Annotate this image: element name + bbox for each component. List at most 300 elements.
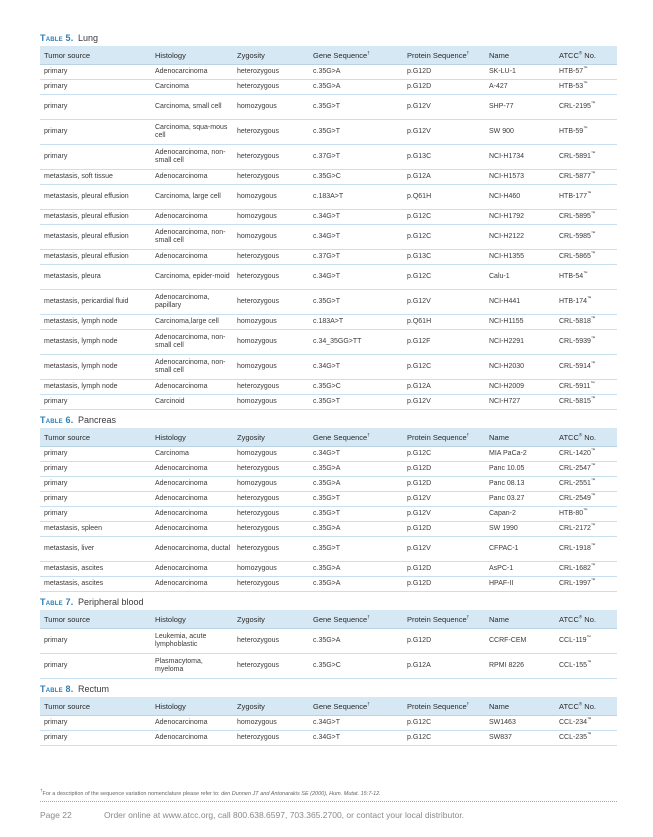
- cell-zygosity: [233, 447, 309, 462]
- cell-text: CRL-5891: [559, 153, 591, 160]
- cell-text: Capan-2: [489, 510, 516, 517]
- cell-text: Adenocarcinoma: [155, 719, 208, 726]
- column-header-histology: [151, 46, 233, 65]
- cell-histology: [151, 562, 233, 577]
- cell-atcc-no: [555, 65, 617, 80]
- cell-atcc-no: [555, 170, 617, 185]
- cell-name: [485, 80, 555, 95]
- cell-gene-sequence: [309, 120, 403, 145]
- cell-zygosity: [233, 629, 309, 654]
- cell-text: p.G12D: [407, 465, 432, 472]
- cell-text: primary: [44, 719, 68, 726]
- column-header-atcc-no: [555, 697, 617, 716]
- cell-atcc-no: [555, 477, 617, 492]
- cell-text: CRL-5939: [559, 338, 591, 345]
- cell-text: c.35G>T: [313, 510, 341, 517]
- cell-text: Carcinoma,large cell: [155, 318, 219, 325]
- cell-text: CCL-234: [559, 719, 588, 726]
- cell-text: CRL-5818: [559, 318, 591, 325]
- cell-tumor-source: [40, 80, 151, 95]
- trademark-mark: ™: [590, 335, 596, 341]
- cell-name: [485, 492, 555, 507]
- table-label: Table 7.: [40, 597, 74, 607]
- cell-atcc-no: [555, 380, 617, 395]
- cell-name: [485, 95, 555, 120]
- cell-text: Adenocarcinoma: [155, 253, 208, 260]
- column-header-suffix: No.: [582, 614, 596, 624]
- cell-text: p.G12V: [407, 103, 431, 110]
- cell-zygosity: [233, 120, 309, 145]
- column-header-label: Histology: [155, 432, 186, 442]
- cell-zygosity: [233, 492, 309, 507]
- cell-text: c.35G>A: [313, 465, 341, 472]
- cell-atcc-no: [555, 185, 617, 210]
- cell-gene-sequence: [309, 522, 403, 537]
- cell-text: homozygous: [237, 719, 277, 726]
- cell-text: SHP-77: [489, 103, 514, 110]
- table-row: [40, 355, 617, 380]
- cell-text: p.G12V: [407, 398, 431, 405]
- cell-text: c.35G>T: [313, 128, 341, 135]
- cell-text: primary: [44, 128, 68, 135]
- cell-text: Adenocarcinoma: [155, 383, 208, 390]
- registered-mark: ®: [578, 701, 583, 706]
- cell-text: homozygous: [237, 233, 277, 240]
- cell-text: metastasis, pleural effusion: [44, 253, 129, 260]
- trademark-mark: ™: [590, 170, 596, 176]
- cell-name: [485, 330, 555, 355]
- cell-zygosity: [233, 250, 309, 265]
- cell-text: SK-LU-1: [489, 68, 516, 75]
- cell-text: p.G12C: [407, 450, 432, 457]
- cell-text: HPAF-II: [489, 580, 514, 587]
- cell-protein-sequence: [403, 315, 485, 330]
- cell-histology: [151, 716, 233, 731]
- cell-text: p.G12C: [407, 719, 432, 726]
- cell-atcc-no: [555, 492, 617, 507]
- cell-text: heterozygous: [237, 68, 280, 75]
- cell-histology: [151, 731, 233, 746]
- cell-text: metastasis, liver: [44, 545, 95, 552]
- cell-histology: [151, 265, 233, 290]
- cell-text: p.G12C: [407, 213, 432, 220]
- cell-zygosity: [233, 145, 309, 170]
- table-row: [40, 395, 617, 410]
- table-row: [40, 716, 617, 731]
- cell-text: c.34G>T: [313, 233, 341, 240]
- cell-name: [485, 250, 555, 265]
- cell-tumor-source: [40, 290, 151, 315]
- cell-histology: [151, 80, 233, 95]
- cell-text: c.183A>T: [313, 193, 344, 200]
- cell-text: p.G12C: [407, 734, 432, 741]
- cell-text: Adenocarcinoma: [155, 495, 208, 502]
- cell-text: heterozygous: [237, 580, 280, 587]
- cell-protein-sequence: [403, 477, 485, 492]
- cell-name: [485, 629, 555, 654]
- cell-text: p.G13C: [407, 253, 432, 260]
- cell-text: p.G12V: [407, 545, 431, 552]
- cell-gene-sequence: [309, 731, 403, 746]
- dagger-mark: †: [466, 50, 470, 55]
- cell-text: metastasis, lymph node: [44, 318, 118, 325]
- column-header-suffix: No.: [582, 701, 596, 711]
- cell-protein-sequence: [403, 395, 485, 410]
- cell-name: [485, 654, 555, 679]
- cell-protein-sequence: [403, 250, 485, 265]
- cell-text: p.G12D: [407, 525, 432, 532]
- cell-zygosity: [233, 355, 309, 380]
- cell-text: CRL-1997: [559, 580, 591, 587]
- column-header-gene-sequence: [309, 46, 403, 65]
- cell-histology: [151, 315, 233, 330]
- cell-text: CRL-5911: [559, 383, 591, 390]
- cell-text: homozygous: [237, 213, 277, 220]
- cell-gene-sequence: [309, 80, 403, 95]
- cell-text: CRL-1420: [559, 450, 591, 457]
- cell-histology: [151, 380, 233, 395]
- table-label: Table 6.: [40, 415, 74, 425]
- cell-gene-sequence: [309, 185, 403, 210]
- cell-protein-sequence: [403, 330, 485, 355]
- cell-atcc-no: [555, 629, 617, 654]
- cell-text: HTB-177: [559, 193, 588, 200]
- footnote: [40, 790, 617, 798]
- cell-atcc-no: [555, 315, 617, 330]
- cell-text: RPMI 8226: [489, 662, 525, 669]
- column-header-histology: [151, 697, 233, 716]
- cell-name: [485, 562, 555, 577]
- cell-tumor-source: [40, 507, 151, 522]
- header-row: [40, 697, 617, 716]
- cell-text: Carcinoma, epider-moid: [155, 273, 230, 280]
- trademark-mark: ™: [590, 100, 596, 106]
- table-row: [40, 170, 617, 185]
- table-title: Rectum: [77, 684, 109, 694]
- cell-gene-sequence: [309, 477, 403, 492]
- column-header-label: Protein Sequence: [407, 614, 467, 624]
- cell-text: HTB-57: [559, 68, 584, 75]
- cell-text: c.37G>T: [313, 153, 341, 160]
- cell-text: heterozygous: [237, 383, 280, 390]
- footer-divider: [40, 801, 617, 802]
- cell-text: heterozygous: [237, 525, 280, 532]
- table-row: [40, 315, 617, 330]
- cell-text: CRL-2172: [559, 525, 591, 532]
- cell-text: Adenocarcinoma: [155, 465, 208, 472]
- dagger-mark: †: [466, 701, 470, 706]
- cell-text: metastasis, pleura: [44, 273, 101, 280]
- cell-histology: [151, 537, 233, 562]
- cell-text: metastasis, ascites: [44, 565, 104, 572]
- cell-text: CCL-235: [559, 734, 588, 741]
- dagger-mark: †: [367, 701, 370, 706]
- cell-protein-sequence: [403, 120, 485, 145]
- cell-atcc-no: [555, 577, 617, 592]
- cell-protein-sequence: [403, 170, 485, 185]
- cell-tumor-source: [40, 537, 151, 562]
- column-header-label: Gene Sequence: [313, 432, 368, 442]
- cell-protein-sequence: [403, 462, 485, 477]
- cell-text: p.G12D: [407, 580, 432, 587]
- table-row: [40, 330, 617, 355]
- cell-text: c.35G>T: [313, 495, 341, 502]
- column-header-label: Zygosity: [237, 701, 265, 711]
- cell-text: heterozygous: [237, 273, 280, 280]
- column-header-tumor-source: [40, 697, 151, 716]
- cell-protein-sequence: [403, 654, 485, 679]
- cell-text: c.35G>A: [313, 580, 341, 587]
- cell-tumor-source: [40, 492, 151, 507]
- cell-text: metastasis, pericardial fluid: [44, 298, 129, 305]
- cell-text: Adenocarcinoma, non-small cell: [155, 229, 226, 244]
- column-header-label: ATCC: [559, 432, 579, 442]
- cell-zygosity: [233, 315, 309, 330]
- cell-text: c.34_35GG>TT: [313, 338, 362, 345]
- cell-text: c.35G>C: [313, 383, 341, 390]
- column-header-zygosity: [233, 428, 309, 447]
- column-header-label: Zygosity: [237, 50, 265, 60]
- cell-protein-sequence: [403, 80, 485, 95]
- table-row: [40, 95, 617, 120]
- cell-protein-sequence: [403, 562, 485, 577]
- cell-zygosity: [233, 537, 309, 562]
- cell-text: p.G12D: [407, 565, 432, 572]
- cell-zygosity: [233, 210, 309, 225]
- column-header-zygosity: [233, 46, 309, 65]
- data-table: [40, 697, 617, 746]
- cell-zygosity: [233, 577, 309, 592]
- cell-text: p.G12F: [407, 338, 431, 345]
- cell-text: p.G12A: [407, 173, 431, 180]
- cell-text: metastasis, spleen: [44, 525, 102, 532]
- cell-tumor-source: [40, 65, 151, 80]
- cell-name: [485, 355, 555, 380]
- cell-tumor-source: [40, 225, 151, 250]
- cell-text: Panc 10.05: [489, 465, 525, 472]
- cell-text: c.35G>T: [313, 298, 341, 305]
- table-row: [40, 562, 617, 577]
- cell-atcc-no: [555, 265, 617, 290]
- cell-text: NCI-H2030: [489, 363, 525, 370]
- column-header-atcc-no: [555, 610, 617, 629]
- cell-text: p.G12D: [407, 480, 432, 487]
- cell-text: p.G13C: [407, 153, 432, 160]
- cell-histology: [151, 577, 233, 592]
- cell-gene-sequence: [309, 210, 403, 225]
- cell-text: primary: [44, 662, 68, 669]
- cell-text: homozygous: [237, 363, 277, 370]
- table-row: [40, 265, 617, 290]
- table-row: [40, 210, 617, 225]
- cell-text: CRL-5865: [559, 253, 591, 260]
- cell-gene-sequence: [309, 507, 403, 522]
- column-header-label: Gene Sequence: [313, 50, 368, 60]
- cell-histology: [151, 395, 233, 410]
- cell-tumor-source: [40, 145, 151, 170]
- page-footer: [40, 810, 464, 820]
- cell-text: NCI-H1734: [489, 153, 525, 160]
- cell-text: Adenocarcinoma, papillary: [155, 294, 210, 309]
- cell-gene-sequence: [309, 250, 403, 265]
- cell-zygosity: [233, 507, 309, 522]
- cell-text: primary: [44, 510, 68, 517]
- dagger-mark: †: [367, 50, 370, 55]
- trademark-mark: ™: [590, 522, 596, 528]
- tables-container: [40, 28, 617, 746]
- cell-text: CRL-5985: [559, 233, 591, 240]
- cell-text: p.G12D: [407, 68, 432, 75]
- table-row: [40, 380, 617, 395]
- table-row: [40, 120, 617, 145]
- cell-name: [485, 731, 555, 746]
- cell-protein-sequence: [403, 95, 485, 120]
- cell-text: c.35G>A: [313, 480, 341, 487]
- registered-mark: ®: [578, 432, 583, 437]
- footnote-text: For a description of the sequence variation nomenclature please refer to:: [42, 791, 222, 797]
- cell-text: Adenocarcinoma: [155, 68, 208, 75]
- header-row: [40, 610, 617, 629]
- cell-text: c.35G>A: [313, 68, 341, 75]
- footnote-mark: †: [40, 788, 43, 794]
- table-row: [40, 80, 617, 95]
- cell-text: Adenocarcinoma: [155, 480, 208, 487]
- cell-tumor-source: [40, 210, 151, 225]
- column-header-label: Gene Sequence: [313, 701, 368, 711]
- cell-gene-sequence: [309, 355, 403, 380]
- cell-zygosity: [233, 731, 309, 746]
- table-row: [40, 654, 617, 679]
- cell-text: p.G12D: [407, 83, 432, 90]
- dagger-mark: †: [466, 614, 470, 619]
- cell-text: HTB-80: [559, 510, 584, 517]
- cell-atcc-no: [555, 731, 617, 746]
- cell-name: [485, 290, 555, 315]
- cell-gene-sequence: [309, 95, 403, 120]
- cell-text: HTB-54: [559, 273, 584, 280]
- table-row: [40, 290, 617, 315]
- cell-protein-sequence: [403, 210, 485, 225]
- table-title: Lung: [77, 33, 98, 43]
- trademark-mark: ™: [587, 731, 592, 737]
- column-header-gene-sequence: [309, 697, 403, 716]
- cell-text: p.G12V: [407, 298, 431, 305]
- cell-text: heterozygous: [237, 662, 280, 669]
- column-header-label: Protein Sequence: [407, 50, 467, 60]
- cell-name: [485, 265, 555, 290]
- cell-text: heterozygous: [237, 298, 280, 305]
- cell-histology: [151, 507, 233, 522]
- cell-tumor-source: [40, 716, 151, 731]
- cell-text: heterozygous: [237, 173, 280, 180]
- cell-atcc-no: [555, 210, 617, 225]
- cell-name: [485, 315, 555, 330]
- cell-gene-sequence: [309, 629, 403, 654]
- trademark-mark: ™: [583, 65, 588, 71]
- column-header-zygosity: [233, 610, 309, 629]
- cell-gene-sequence: [309, 65, 403, 80]
- cell-histology: [151, 629, 233, 654]
- cell-protein-sequence: [403, 629, 485, 654]
- cell-zygosity: [233, 170, 309, 185]
- cell-protein-sequence: [403, 507, 485, 522]
- cell-protein-sequence: [403, 716, 485, 731]
- column-header-label: Tumor source: [44, 614, 90, 624]
- cell-text: SW 900: [489, 128, 514, 135]
- cell-zygosity: [233, 290, 309, 315]
- cell-text: primary: [44, 480, 68, 487]
- column-header-name: [485, 697, 555, 716]
- page-number: Page 22: [40, 810, 72, 820]
- cell-tumor-source: [40, 462, 151, 477]
- column-header-tumor-source: [40, 428, 151, 447]
- trademark-mark: ™: [590, 380, 595, 386]
- cell-gene-sequence: [309, 315, 403, 330]
- cell-histology: [151, 210, 233, 225]
- cell-text: c.35G>C: [313, 173, 341, 180]
- column-header-atcc-no: [555, 46, 617, 65]
- cell-text: heterozygous: [237, 253, 280, 260]
- cell-name: [485, 145, 555, 170]
- trademark-mark: ™: [590, 477, 596, 483]
- cell-text: heterozygous: [237, 465, 280, 472]
- cell-text: CRL-1918: [559, 545, 591, 552]
- cell-text: NCI-H1355: [489, 253, 525, 260]
- cell-tumor-source: [40, 654, 151, 679]
- cell-tumor-source: [40, 447, 151, 462]
- column-header-label: Protein Sequence: [407, 701, 467, 711]
- column-header-name: [485, 46, 555, 65]
- cell-atcc-no: [555, 507, 617, 522]
- cell-text: homozygous: [237, 565, 277, 572]
- cell-text: HTB-53: [559, 83, 584, 90]
- cell-text: c.34G>T: [313, 734, 341, 741]
- cell-text: SW 1990: [489, 525, 518, 532]
- cell-gene-sequence: [309, 225, 403, 250]
- cell-histology: [151, 654, 233, 679]
- cell-atcc-no: [555, 355, 617, 380]
- cell-gene-sequence: [309, 492, 403, 507]
- cell-gene-sequence: [309, 290, 403, 315]
- cell-histology: [151, 462, 233, 477]
- cell-text: Plasmacytoma, myeloma: [155, 658, 203, 673]
- cell-text: Adenocarcinoma, non-small cell: [155, 334, 226, 349]
- cell-text: MIA PaCa-2: [489, 450, 527, 457]
- cell-zygosity: [233, 185, 309, 210]
- cell-name: [485, 477, 555, 492]
- trademark-mark: ™: [587, 716, 592, 722]
- cell-name: [485, 447, 555, 462]
- table-row: [40, 250, 617, 265]
- cell-text: NCI-H2291: [489, 338, 525, 345]
- cell-text: homozygous: [237, 318, 277, 325]
- cell-text: metastasis, pleural effusion: [44, 193, 129, 200]
- cell-text: Adenocarcinoma: [155, 565, 208, 572]
- cell-text: Adenocarcinoma: [155, 734, 208, 741]
- trademark-mark: ™: [590, 577, 596, 583]
- cell-protein-sequence: [403, 537, 485, 562]
- cell-gene-sequence: [309, 716, 403, 731]
- cell-text: Carcinoma, squa-mous cell: [155, 124, 228, 139]
- cell-text: Calu-1: [489, 273, 510, 280]
- cell-text: SW837: [489, 734, 512, 741]
- cell-protein-sequence: [403, 225, 485, 250]
- cell-text: p.G12C: [407, 273, 432, 280]
- cell-text: Panc 03.27: [489, 495, 525, 502]
- cell-text: Panc 08.13: [489, 480, 525, 487]
- cell-text: homozygous: [237, 193, 277, 200]
- cell-atcc-no: [555, 716, 617, 731]
